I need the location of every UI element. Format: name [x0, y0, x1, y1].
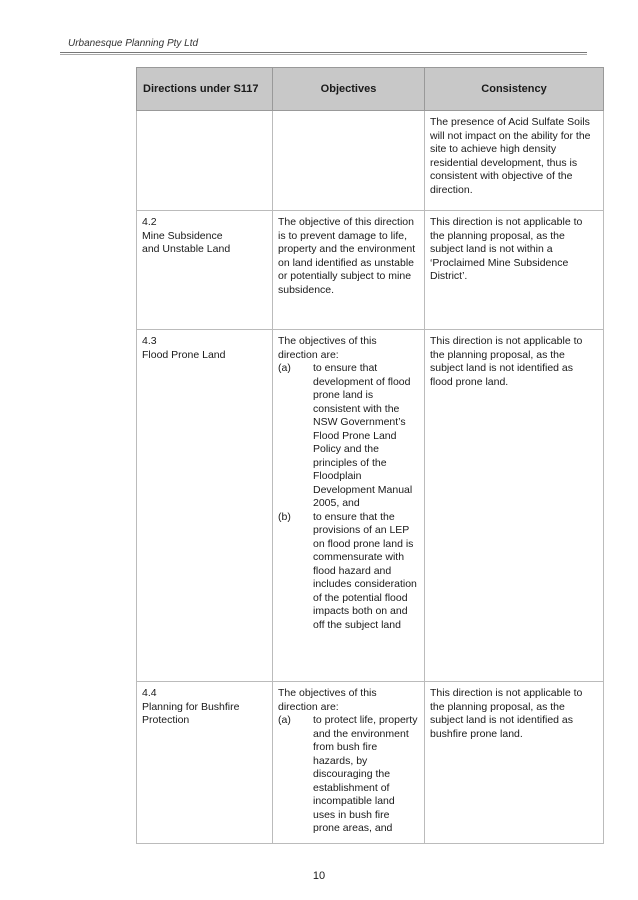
consistency-cell: The presence of Acid Sulfate Soils will not impact on the ability for the site to achieve high density residential development, thus is consistent with objective of the direction. [425, 111, 604, 211]
objective-intro: The objectives of this direction are: [278, 335, 377, 361]
column-header-directions: Directions under S117 [137, 68, 273, 111]
table-row [137, 330, 604, 682]
consistency-cell: This direction is not applicable to the planning proposal, as the subject land is not within a ‘Proclaimed Mine Subsidence District’. [425, 211, 604, 330]
objective-item-marker: (a) [278, 714, 291, 726]
direction-cell [137, 330, 273, 682]
table-row [137, 682, 604, 844]
table-row [137, 111, 604, 211]
objective-item [278, 714, 419, 836]
objective-item-text: to ensure that the provisions of an LEP on flood prone land is commensurate with flood hazard and includes consideration of the potential flood impacts both on and off the subject land [313, 510, 417, 631]
consistency-cell: This direction is not applicable to the planning proposal, as the subject land is not identified as flood prone land. [425, 330, 604, 682]
direction-number: 4.4 [142, 687, 157, 699]
direction-cell [137, 211, 273, 330]
direction-title: Planning for Bushfire Protection [142, 700, 240, 726]
objective-list [278, 362, 419, 632]
direction-number: 4.3 [142, 335, 157, 347]
document-header: Urbanesque Planning Pty Ltd [68, 38, 199, 49]
page-number: 10 [312, 870, 326, 882]
objectives-cell [273, 111, 425, 211]
column-header-objectives: Objectives [273, 68, 425, 111]
objective-item [278, 362, 419, 511]
objective-list [278, 714, 419, 836]
objective-item-text: to ensure that development of flood prone land is consistent with the NSW Government’s Flood Prone Land Policy and the principles of the Floodplain Development Manual 2005, and [313, 362, 413, 509]
table-row [137, 211, 604, 330]
consistency-cell: This direction is not applicable to the planning proposal, as the subject land is not identified as bushfire prone land. [425, 682, 604, 844]
objective-item-marker: (a) [278, 362, 291, 374]
table-header-row [137, 68, 604, 111]
column-header-consistency: Consistency [425, 68, 604, 111]
header-rule [60, 52, 587, 55]
objective-item-text: to protect life, property and the environment from bush fire hazards, by discouraging the establishment of incompatible land uses in bush fire prone areas, and [313, 714, 418, 834]
objective-intro: The objectives of this direction are: [278, 687, 377, 713]
objective-item-marker: (b) [278, 510, 291, 523]
s117-directions-table [136, 67, 604, 844]
objective-intro: The objective of this direction is to prevent damage to life, property and the environment on land identified as unstable or potentially subject to mine subsidence. [278, 216, 416, 296]
direction-title: Mine Subsidence and Unstable Land [142, 229, 231, 255]
direction-cell [137, 682, 273, 844]
objectives-cell [273, 330, 425, 682]
direction-title: Flood Prone Land [142, 348, 226, 361]
direction-number: 4.2 [142, 216, 157, 228]
direction-cell [137, 111, 273, 211]
objectives-cell [273, 211, 425, 330]
objective-item [278, 511, 419, 633]
objectives-cell [273, 682, 425, 844]
